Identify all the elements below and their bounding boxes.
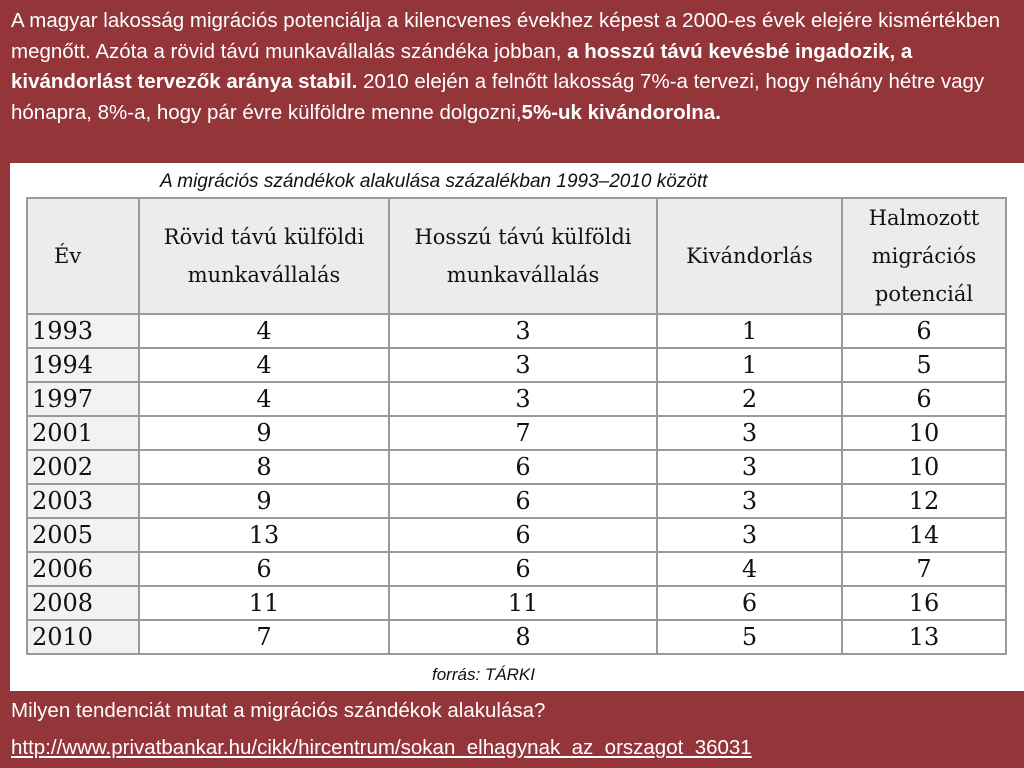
source-link[interactable]: http://www.privatbankar.hu/cikk/hircentrum/sokan_elhagynak_az_orszagot_36031 (11, 736, 752, 759)
cell-long-term: 7 (389, 416, 657, 450)
table-row (27, 314, 1006, 348)
table-figure (10, 163, 1024, 691)
table-row (27, 518, 1006, 552)
table-row (27, 416, 1006, 450)
cell-year: 2005 (27, 518, 139, 552)
table-row (27, 620, 1006, 654)
cell-cumulative: 6 (842, 382, 1006, 416)
intro-text-1: A magyar lakosság migrációs potenciálja a kilencvenes évekhez képest a 2000-es évek elejére kismértékben megnőtt. Azóta a rövid távú munkavállalás szándéka jobban, (11, 9, 1001, 63)
cell-short-term: 7 (139, 620, 389, 654)
cell-cumulative: 7 (842, 552, 1006, 586)
header-cumulative-potential: Halmozott migrációs potenciál (842, 198, 1006, 314)
cell-emigration: 2 (657, 382, 842, 416)
cell-year: 2002 (27, 450, 139, 484)
cell-short-term: 6 (139, 552, 389, 586)
header-row (27, 198, 1006, 314)
cell-year: 1993 (27, 314, 139, 348)
table-row (27, 348, 1006, 382)
cell-long-term: 11 (389, 586, 657, 620)
intro-bold-2: 5%-uk kivándorolna. (521, 100, 721, 124)
cell-long-term: 8 (389, 620, 657, 654)
table-row (27, 484, 1006, 518)
table-source: forrás: TÁRKI (432, 665, 535, 684)
cell-long-term: 3 (389, 348, 657, 382)
table-row (27, 450, 1006, 484)
cell-emigration: 4 (657, 552, 842, 586)
cell-cumulative: 16 (842, 586, 1006, 620)
cell-long-term: 3 (389, 382, 657, 416)
header-year: Év (27, 198, 139, 314)
cell-short-term: 9 (139, 484, 389, 518)
cell-cumulative: 6 (842, 314, 1006, 348)
cell-emigration: 3 (657, 518, 842, 552)
cell-year: 2001 (27, 416, 139, 450)
cell-emigration: 1 (657, 348, 842, 382)
cell-year: 2008 (27, 586, 139, 620)
cell-cumulative: 5 (842, 348, 1006, 382)
cell-emigration: 3 (657, 450, 842, 484)
intro-paragraph (11, 6, 1016, 128)
table-row (27, 552, 1006, 586)
cell-long-term: 6 (389, 518, 657, 552)
header-long-term-work: Hosszú távú külföldi munkavállalás (389, 198, 657, 314)
cell-short-term: 4 (139, 314, 389, 348)
cell-year: 2006 (27, 552, 139, 586)
cell-emigration: 3 (657, 416, 842, 450)
cell-short-term: 9 (139, 416, 389, 450)
cell-long-term: 6 (389, 450, 657, 484)
cell-cumulative: 10 (842, 450, 1006, 484)
cell-short-term: 4 (139, 348, 389, 382)
cell-long-term: 3 (389, 314, 657, 348)
cell-short-term: 4 (139, 382, 389, 416)
cell-long-term: 6 (389, 484, 657, 518)
table-row (27, 586, 1006, 620)
header-emigration: Kivándorlás (657, 198, 842, 314)
cell-year: 1997 (27, 382, 139, 416)
cell-year: 1994 (27, 348, 139, 382)
cell-cumulative: 12 (842, 484, 1006, 518)
cell-year: 2010 (27, 620, 139, 654)
cell-cumulative: 14 (842, 518, 1006, 552)
cell-year: 2003 (27, 484, 139, 518)
cell-long-term: 6 (389, 552, 657, 586)
migration-table (26, 197, 1007, 655)
table-title: A migrációs szándékok alakulása százalékban 1993–2010 között (160, 171, 708, 192)
header-short-term-work: Rövid távú külföldi munkavállalás (139, 198, 389, 314)
table-row (27, 382, 1006, 416)
cell-emigration: 5 (657, 620, 842, 654)
cell-short-term: 13 (139, 518, 389, 552)
intro-bold-1: a hosszú távú kevésbé ingadozik, a kivándorlást tervezők aránya stabil. (11, 39, 913, 93)
cell-cumulative: 13 (842, 620, 1006, 654)
question-text: Milyen tendenciát mutat a migrációs szándékok alakulása? (11, 699, 546, 722)
cell-cumulative: 10 (842, 416, 1006, 450)
intro-text-2: 2010 elején a felnőtt lakosság 7%-a tervezi, hogy néhány hétre vagy hónapra, 8%-a, hogy pár évre külföldre menne dolgozni, (11, 70, 985, 124)
cell-emigration: 6 (657, 586, 842, 620)
cell-emigration: 1 (657, 314, 842, 348)
cell-emigration: 3 (657, 484, 842, 518)
cell-short-term: 11 (139, 586, 389, 620)
cell-short-term: 8 (139, 450, 389, 484)
